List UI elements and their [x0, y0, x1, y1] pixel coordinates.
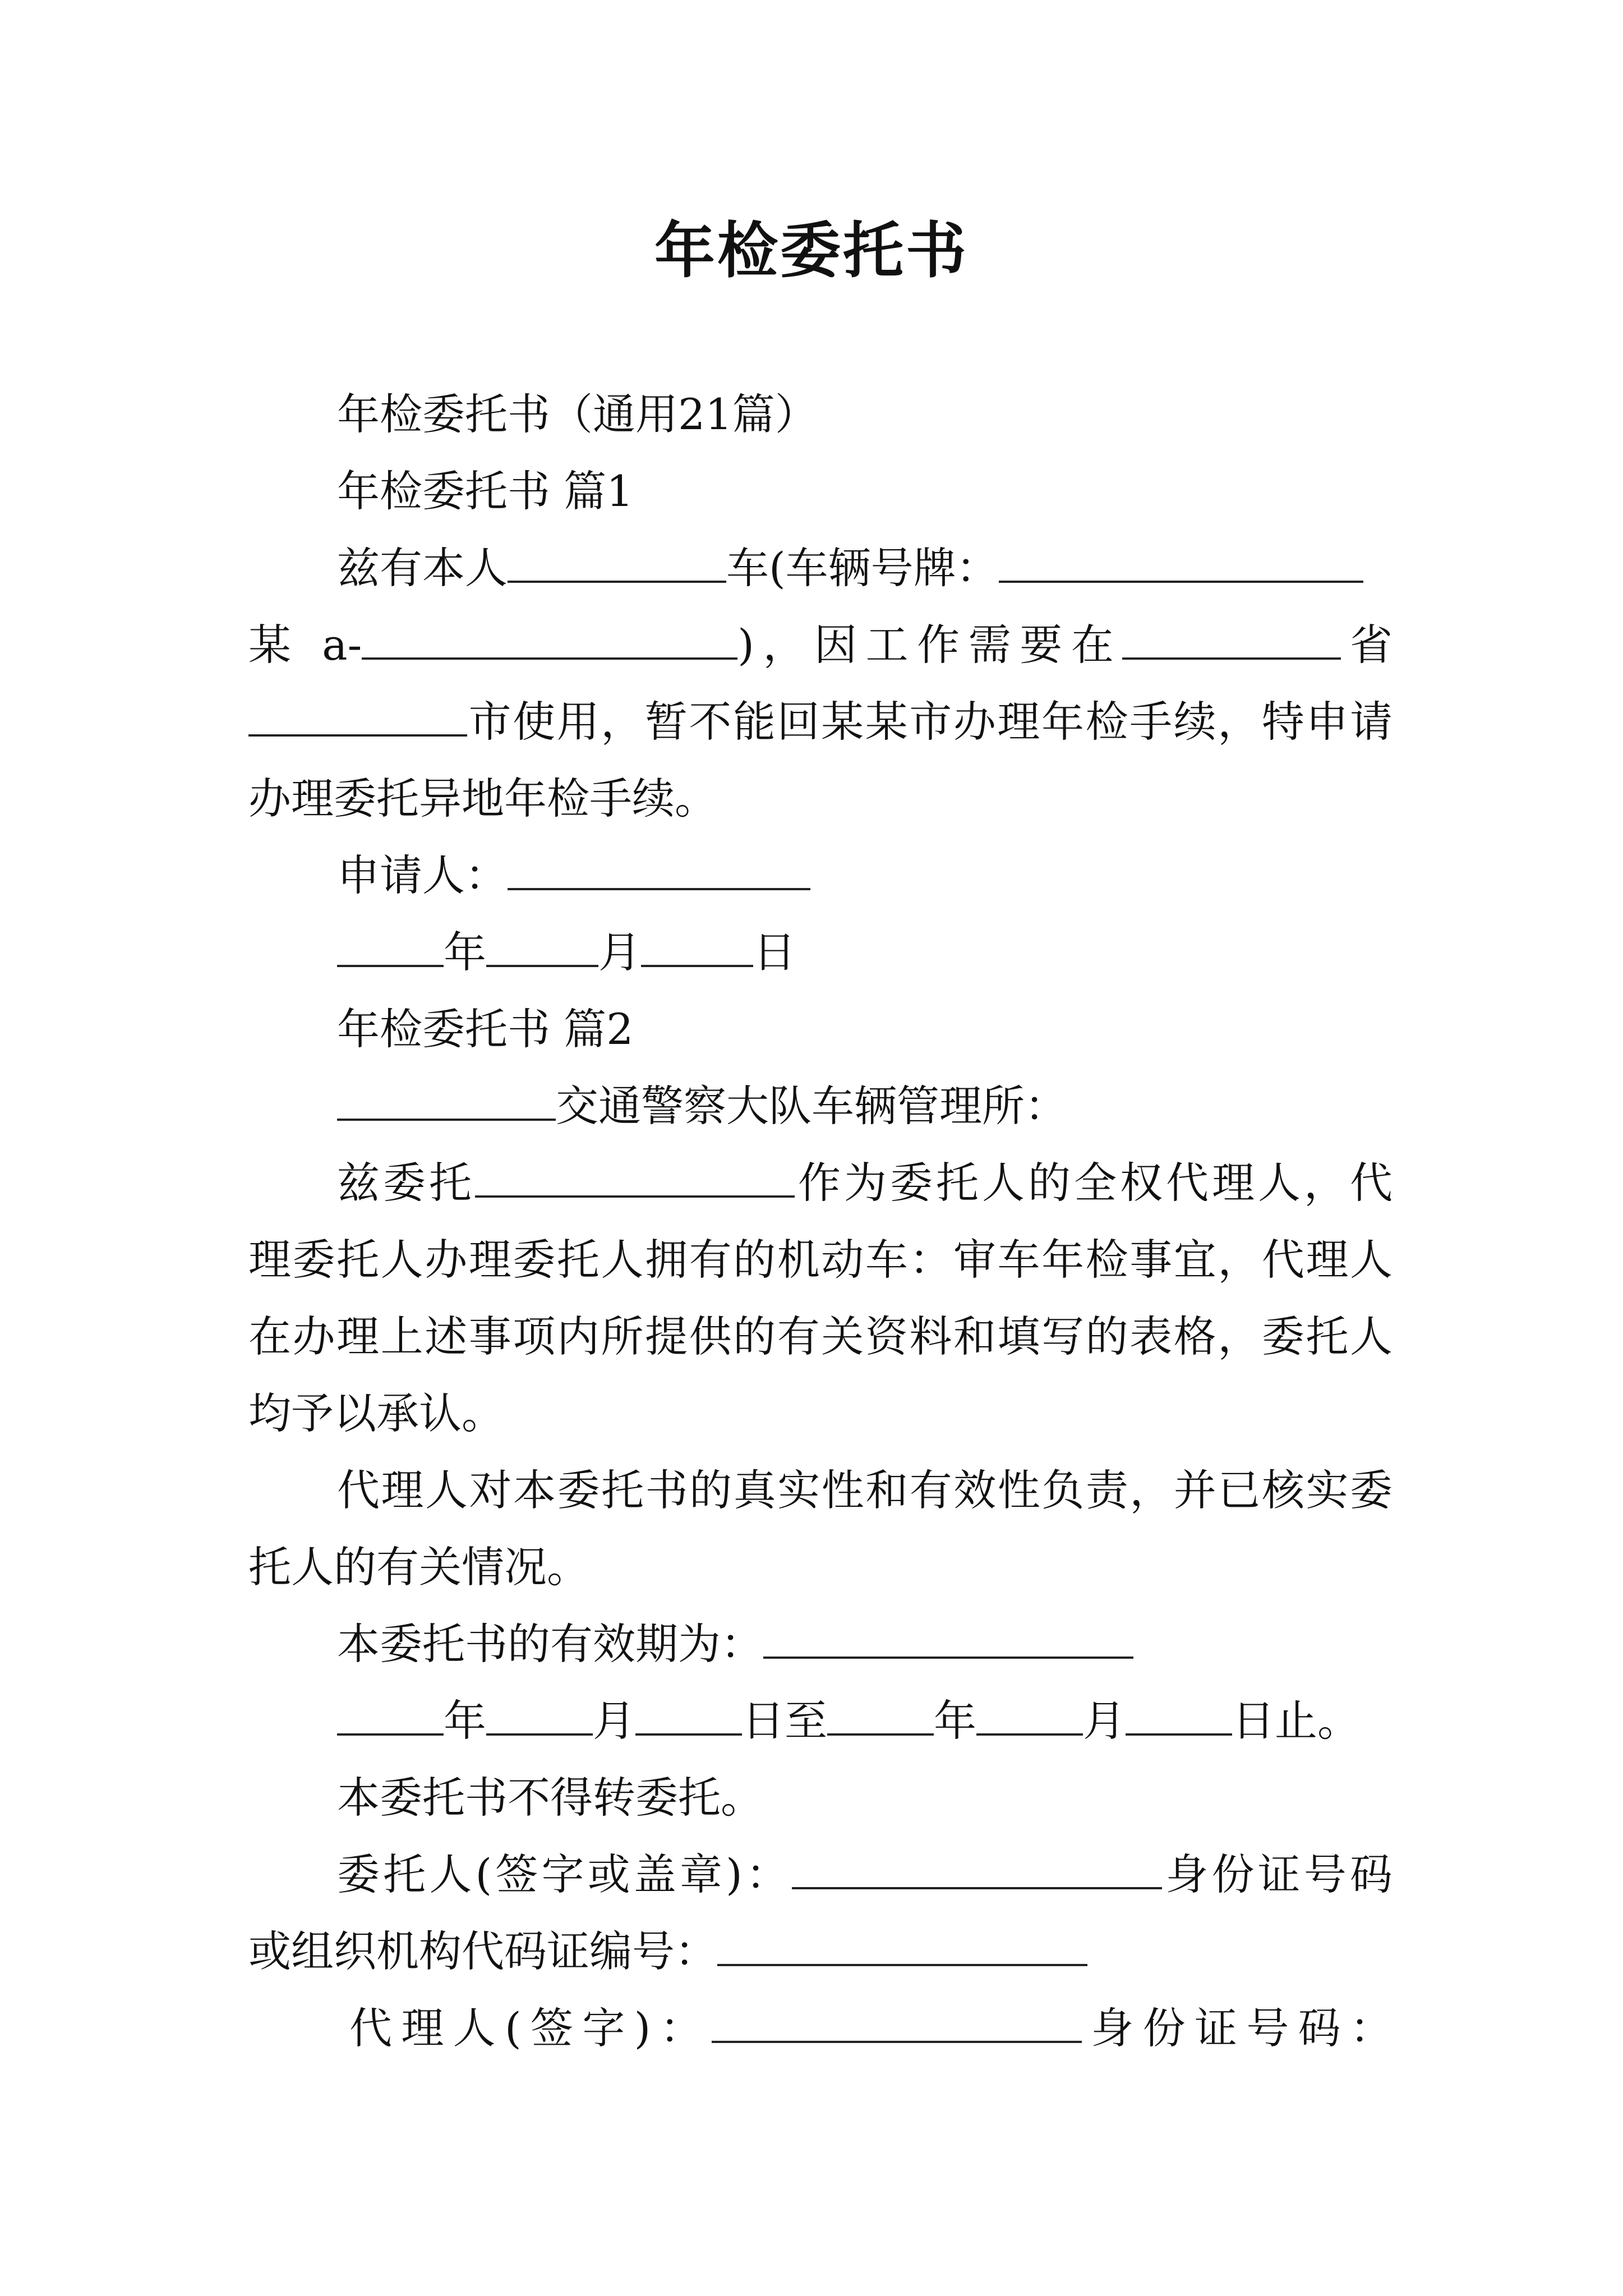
province-blank[interactable]	[1122, 616, 1341, 660]
s1-month-blank[interactable]	[486, 923, 598, 967]
validity-blank[interactable]	[763, 1615, 1133, 1659]
plate-suffix-blank[interactable]	[362, 616, 737, 660]
document-subtitle	[248, 376, 1393, 453]
day-end-label: 日止。	[1232, 1696, 1360, 1746]
s2-para2-line-2	[248, 1529, 1393, 1605]
applicant-line	[248, 837, 1393, 914]
city-blank[interactable]	[248, 693, 467, 737]
s2-para1-line-1	[248, 1144, 1393, 1221]
day-to-label: 日至	[742, 1696, 827, 1746]
agent-id-label: 身份证号码：	[1081, 2003, 1393, 2053]
s2-para1-line-4	[248, 1375, 1393, 1452]
s1-year-label: 年	[444, 927, 486, 977]
applicant-label: 申请人：	[337, 850, 508, 900]
from-year-label: 年	[444, 1696, 486, 1746]
s2-p2-text-b: 托人的有关情况。	[248, 1542, 589, 1592]
agent-line	[248, 1990, 1393, 2067]
s1-date-line	[248, 914, 1393, 991]
to-month-blank[interactable]	[976, 1692, 1083, 1736]
validity-line	[248, 1605, 1393, 1682]
s1-month-label: 月	[598, 927, 641, 977]
principal-line	[248, 1836, 1393, 1913]
subtitle-text: 年检委托书（通用21篇）	[337, 389, 818, 439]
s2-para1-line-3	[248, 1298, 1393, 1375]
from-month-label: 月	[593, 1696, 635, 1746]
s1-text-g: 办理委托异地年检手续。	[248, 774, 717, 823]
section2-heading-text: 年检委托书 篇2	[337, 1004, 634, 1054]
s2-p2-text-a: 代理人对本委托书的真实性和有效性负责，并已核实委	[337, 1465, 1393, 1515]
s1-text-c: 某 a-	[248, 620, 362, 670]
s1-text-e: 省	[1341, 620, 1393, 670]
to-month-label: 月	[1083, 1696, 1126, 1746]
s2-text-c: 理委托人办理委托人拥有的机动车：审车年检事宜，代理人	[248, 1235, 1393, 1285]
from-day-blank[interactable]	[635, 1692, 742, 1736]
from-year-blank[interactable]	[337, 1692, 444, 1736]
document-title: 年检委托书	[654, 215, 969, 286]
s1-text-b: 车(车辆号牌：	[726, 543, 999, 593]
s1-day-label: 日	[753, 927, 796, 977]
owner-name-blank[interactable]	[508, 539, 726, 583]
org-code-blank[interactable]	[717, 1922, 1087, 1966]
addressee-text: 交通警察大队车辆管理所：	[556, 1081, 1067, 1131]
s1-para-line-2	[248, 606, 1393, 683]
applicant-blank[interactable]	[508, 846, 810, 890]
s1-text-a: 兹有本人	[337, 543, 508, 593]
s2-text-e: 均予以承认。	[248, 1388, 504, 1438]
s2-text-d: 在办理上述事项内所提供的有关资料和填写的表格，委托人	[248, 1312, 1393, 1361]
org-code-label: 或组织机构代码证编号：	[248, 1926, 717, 1976]
s1-text-f: 市使用，暂不能回某某市办理年检手续，特申请	[467, 697, 1393, 747]
s1-para-line-4	[248, 760, 1393, 837]
org-code-line	[248, 1913, 1393, 1990]
section1-heading-text: 年检委托书 篇1	[337, 466, 634, 516]
s1-year-blank[interactable]	[337, 923, 444, 967]
validity-date-line	[248, 1682, 1393, 1759]
s1-para-line-1	[248, 530, 1393, 606]
to-year-blank[interactable]	[827, 1692, 934, 1736]
principal-id-label: 身份证号码	[1162, 1849, 1393, 1899]
agent-signature-blank[interactable]	[712, 1999, 1082, 2043]
agent-label: 代理人(签字)：	[349, 2003, 712, 2053]
s2-para1-line-2	[248, 1221, 1393, 1298]
s2-text-b: 作为委托人的全权代理人，代	[795, 1158, 1393, 1208]
s1-text-d: )，因工作需要在	[737, 620, 1123, 670]
section2-heading	[248, 991, 1393, 1068]
s2-text-a: 兹委托	[337, 1158, 475, 1208]
s1-para-line-3	[248, 683, 1393, 760]
to-year-label: 年	[934, 1696, 976, 1746]
principal-signature-blank[interactable]	[792, 1846, 1162, 1889]
addressee-line	[248, 1068, 1393, 1144]
principal-label: 委托人(签字或盖章)：	[337, 1849, 792, 1899]
no-transfer-text: 本委托书不得转委托。	[337, 1773, 763, 1823]
agent-name-blank[interactable]	[475, 1154, 795, 1198]
brigade-blank[interactable]	[337, 1077, 556, 1121]
plate-number-blank[interactable]	[999, 539, 1363, 583]
no-transfer-line	[248, 1759, 1393, 1836]
s1-day-blank[interactable]	[641, 923, 753, 967]
to-day-blank[interactable]	[1126, 1692, 1232, 1736]
from-month-blank[interactable]	[486, 1692, 593, 1736]
validity-label: 本委托书的有效期为：	[337, 1619, 763, 1669]
s2-para2-line-1	[248, 1452, 1393, 1529]
section1-heading	[248, 453, 1393, 530]
